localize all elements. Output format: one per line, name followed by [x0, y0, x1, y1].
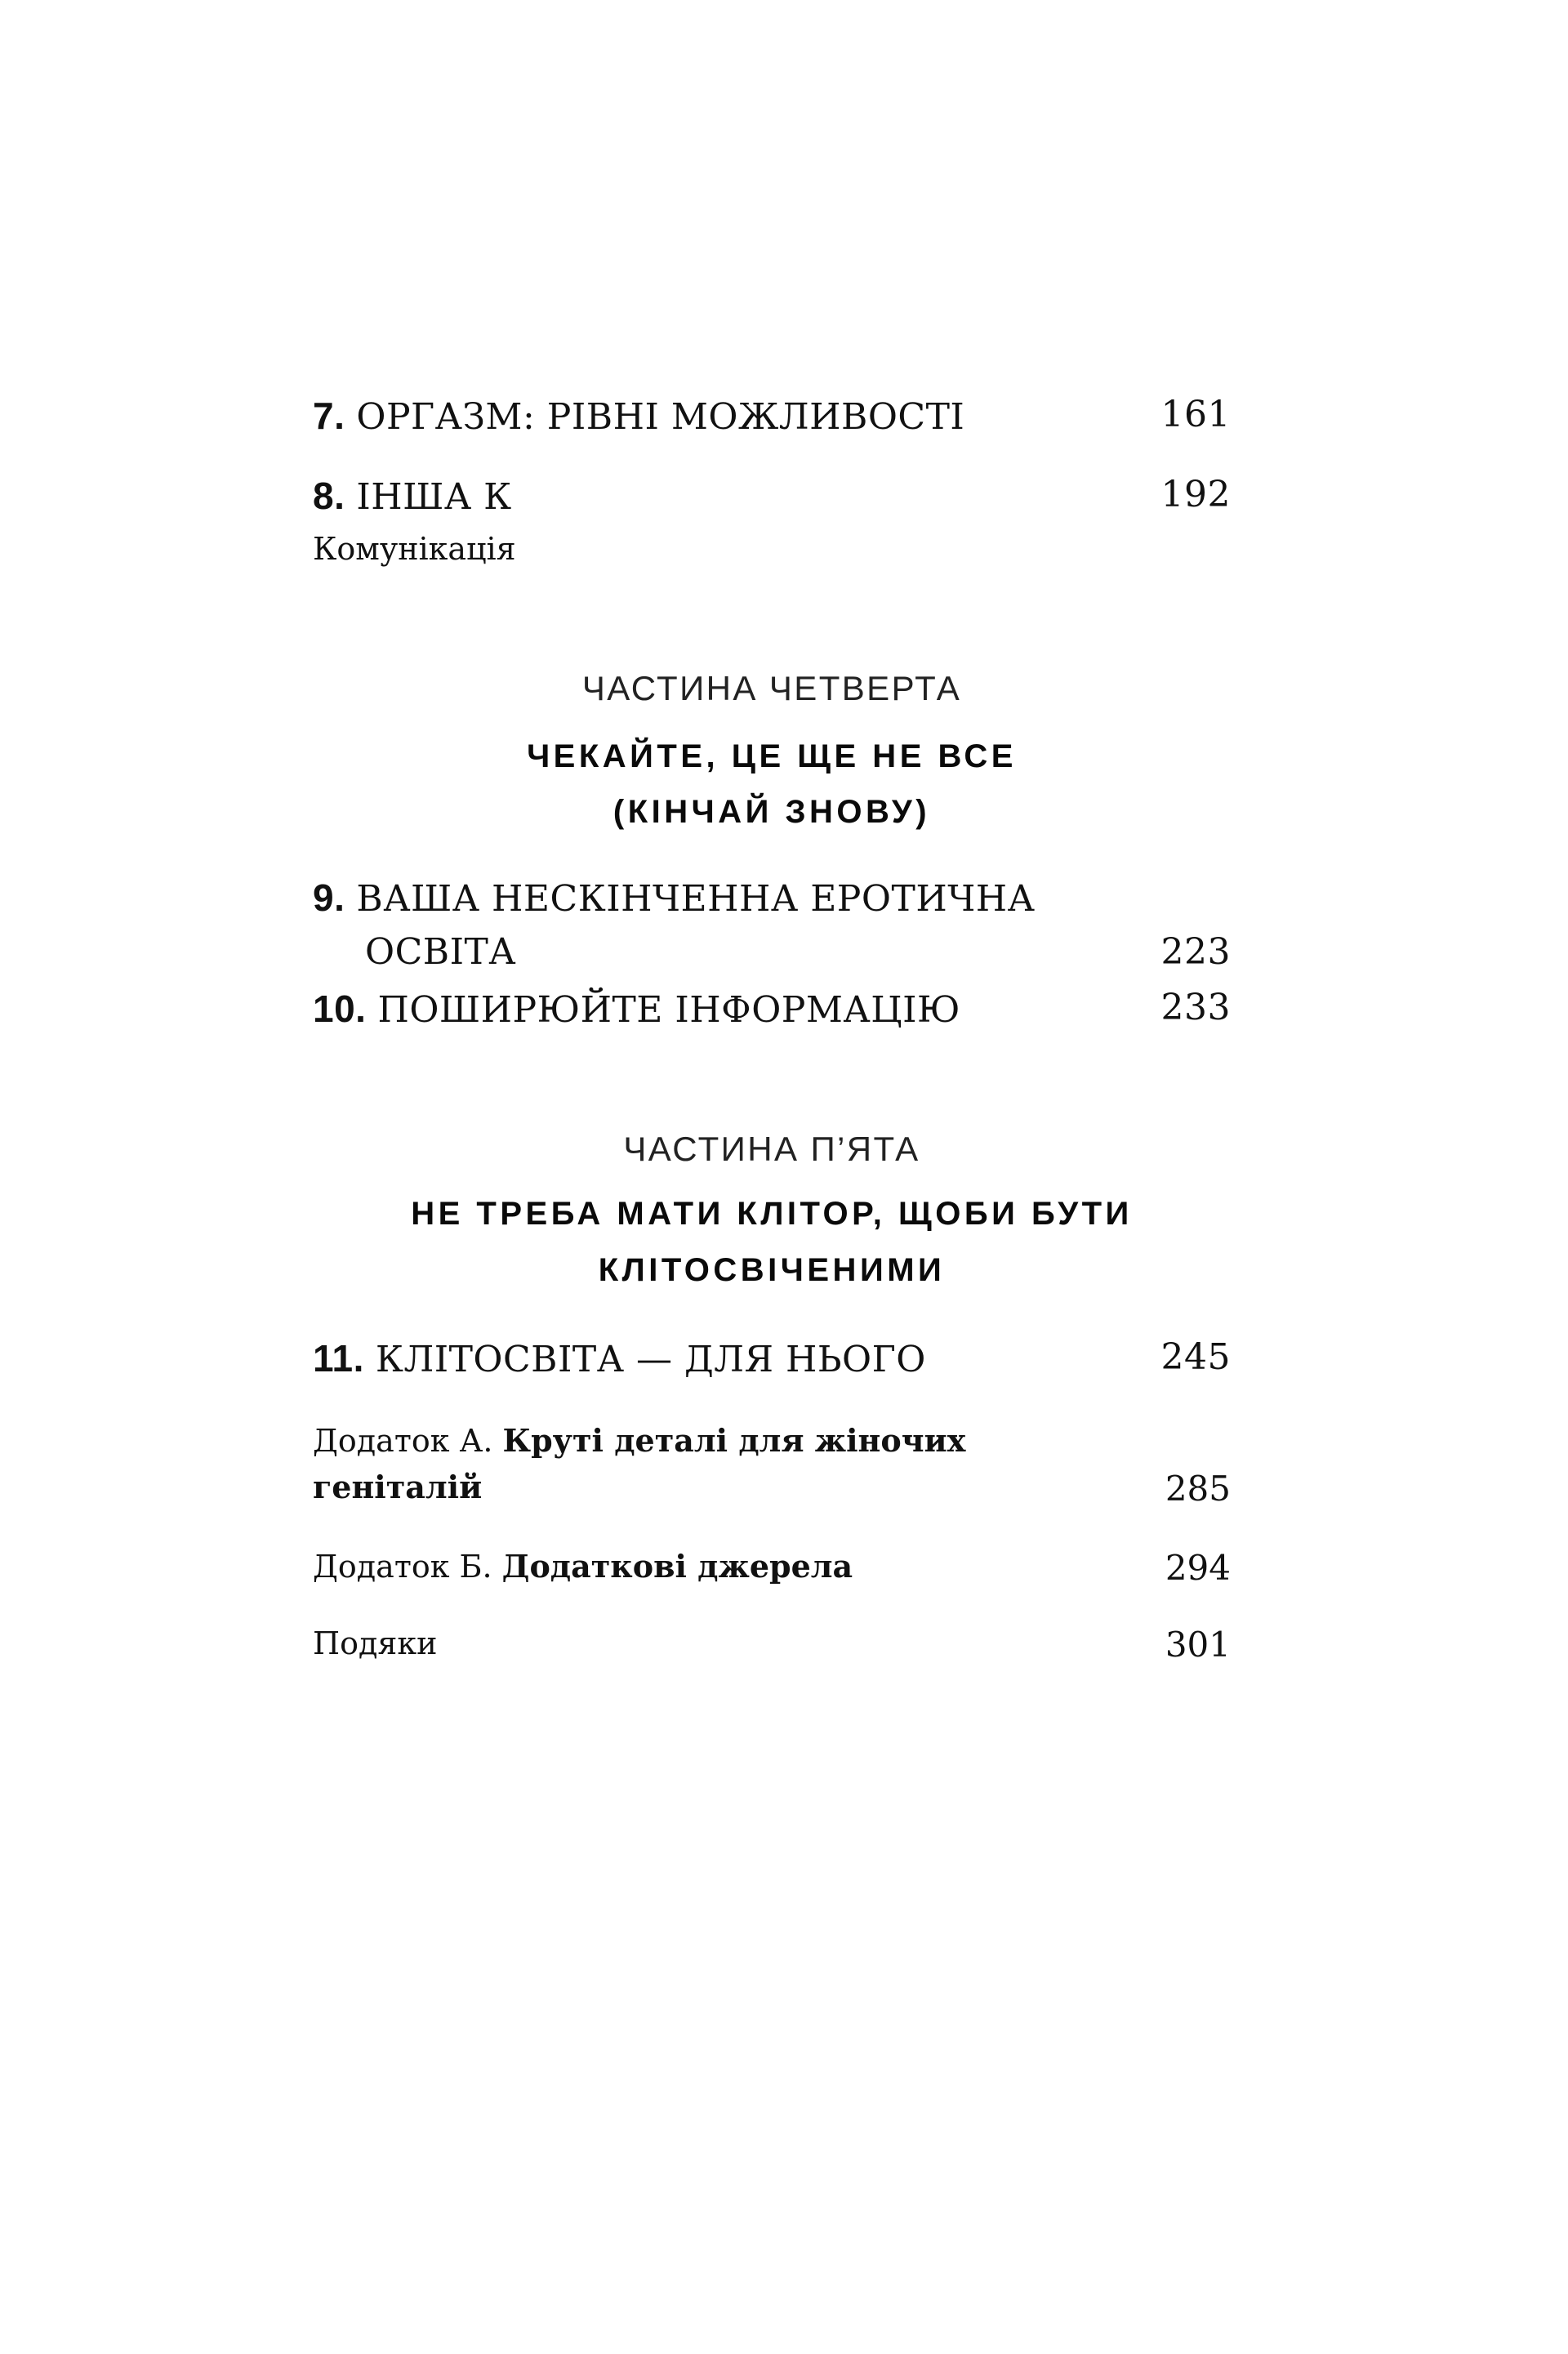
chapter-number: 8.: [313, 475, 345, 517]
chapter-title: ВАША НЕСКІНЧЕННА ЕРОТИЧНА: [356, 878, 1036, 920]
chapter-number: 11.: [313, 1337, 364, 1380]
page-number: 285: [1165, 1469, 1231, 1509]
toc-entry-chapter-7[interactable]: [313, 394, 1231, 438]
chapter-number: 10.: [313, 988, 367, 1030]
chapter-number: 7.: [313, 395, 345, 437]
toc-entry-chapter-9[interactable]: [313, 876, 1231, 920]
chapter-title: ПОШИРЮЙТЕ ІНФОРМАЦІЮ: [377, 989, 961, 1031]
page-number: 294: [1165, 1548, 1231, 1588]
part-title-line-1: ЧЕКАЙТЕ, ЦЕ ЩЕ НЕ ВСЕ: [527, 738, 1017, 774]
acknowledgements-title: Подяки: [313, 1625, 438, 1661]
page-number: 245: [1160, 1336, 1231, 1378]
toc-entry-appendix-a[interactable]: [313, 1422, 1231, 1459]
page-number: 223: [1160, 931, 1231, 973]
page-number: 301: [1165, 1625, 1231, 1665]
chapter-number: 9.: [313, 876, 345, 919]
appendix-title: Круті деталі для жіночих: [502, 1422, 966, 1459]
part-label: ЧАСТИНА ЧЕТВЕРТА: [581, 669, 962, 707]
chapter-subtitle: [313, 531, 1231, 567]
appendix-prefix: Додаток А.: [313, 1423, 493, 1459]
toc-entry-chapter-8[interactable]: [313, 474, 1231, 518]
toc-entry-chapter-9-continued[interactable]: [313, 931, 1231, 973]
page-number: 233: [1160, 987, 1231, 1028]
toc-entry-appendix-b[interactable]: [313, 1548, 1231, 1588]
appendix-prefix: Додаток Б.: [313, 1549, 492, 1585]
chapter-title: КЛІТОСВІТА — ДЛЯ НЬОГО: [375, 1339, 926, 1380]
toc-entry-appendix-a-continued[interactable]: [313, 1469, 1231, 1509]
chapter-title: ІНША К: [356, 476, 512, 518]
chapter-subtitle-text: Комунікація: [313, 531, 516, 567]
page-number: 192: [1160, 474, 1231, 515]
toc-entry-chapter-10[interactable]: [313, 987, 1231, 1031]
appendix-title-continued: геніталій: [313, 1469, 483, 1505]
part-title-line-1: НЕ ТРЕБА МАТИ КЛІТОР, ЩОБИ БУТИ: [411, 1196, 1133, 1232]
chapter-title: ОРГАЗМ: РІВНІ МОЖЛИВОСТІ: [356, 396, 965, 438]
part-label: ЧАСТИНА П’ЯТА: [623, 1130, 920, 1168]
toc-entry-acknowledgements[interactable]: [313, 1625, 1231, 1665]
page-number: 161: [1160, 394, 1231, 435]
appendix-title: Додаткові джерела: [501, 1548, 853, 1585]
toc-entry-chapter-11[interactable]: [313, 1336, 1231, 1380]
part-title-line-2: КЛІТОСВІЧЕНИМИ: [598, 1252, 946, 1288]
part-title-line-2: (КІНЧАЙ ЗНОВУ): [612, 794, 931, 830]
chapter-title-continued: ОСВІТА: [365, 931, 517, 973]
